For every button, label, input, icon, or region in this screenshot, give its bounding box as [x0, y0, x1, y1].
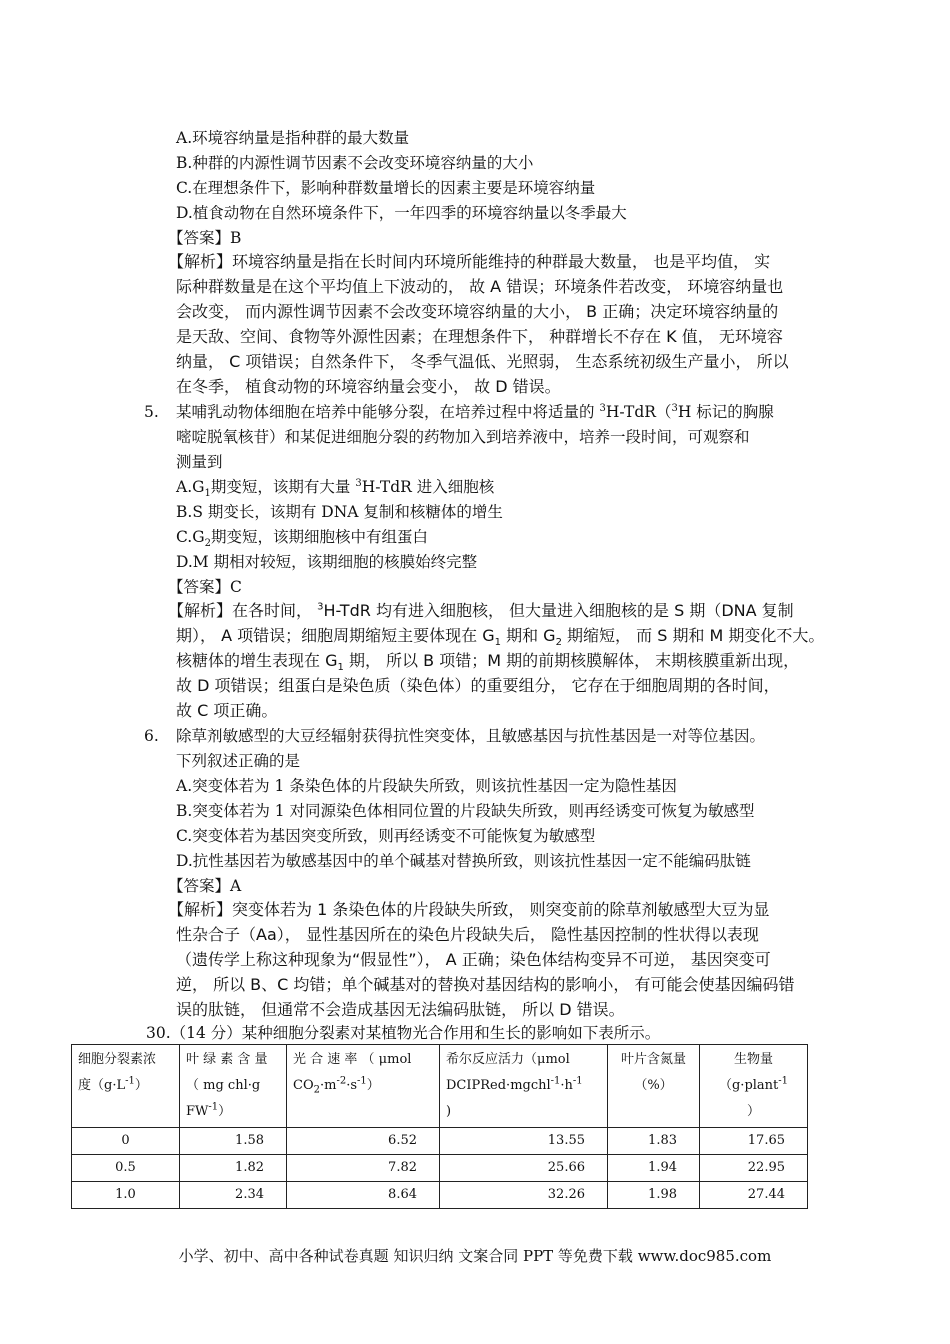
- header-chlorophyll: 叶 绿 素 含 量 （ mg chl·g $FW^{-1}$）: [180, 1045, 287, 1128]
- table-cell: 27.44: [700, 1182, 808, 1209]
- q30-data-table: [71, 1044, 808, 1209]
- table-cell: 25.66: [440, 1155, 608, 1182]
- table-cell: 22.95: [700, 1155, 808, 1182]
- q6-explanation-line: 误的肽链， 但通常不会造成基因无法编码肽链， 所以 D 错误。: [176, 1000, 625, 1019]
- q5-option-d: D.M 期相对较短，该期细胞的核膜始终完整: [176, 553, 478, 571]
- table-cell: 2.34: [180, 1182, 287, 1209]
- header-photosynthesis-rate: 光 合 速 率 （ μmol $CO_2\cdot m^{-2}\cdot s^{-1}$）: [287, 1045, 440, 1128]
- q6-explanation-line: 逆， 所以 B、C 均错；单个碱基对的替换对基因结构的影响小， 有可能会使基因编码错: [176, 975, 795, 994]
- q4-answer: 【答案】B: [168, 229, 242, 247]
- q4-explanation-line: 【解析】环境容纳量是指在长时间内环境所能维持的种群最大数量， 也是平均值， 实: [168, 252, 771, 271]
- q4-option-a: A.环境容纳量是指种群的最大数量: [176, 129, 410, 147]
- q6-option-d: D.抗性基因若为敏感基因中的单个碱基对替换所致，则该抗性基因一定不能编码肽链: [176, 852, 751, 870]
- page-footer: 小学、初中、高中各种试卷真题 知识归纳 文案合同 PPT 等免费下载 www.doc985.com: [178, 1247, 772, 1265]
- q5-stem-line-3: 测量到: [176, 453, 223, 471]
- q5-option-b: B.S 期变长，该期有 DNA 复制和核糖体的增生: [176, 503, 503, 521]
- header-biomass: 生物量 （g·plant$^{-1}$ ）: [700, 1045, 808, 1128]
- table-row: [72, 1128, 808, 1155]
- q6-option-a: A.突变体若为 1 条染色体的片段缺失所致，则该抗性基因一定为隐性基因: [176, 777, 677, 795]
- q5-explanation-line: 核糖体的增生表现在 $G_1$ 期， 所以 B 项错；M 期的前期核膜解体， 末期核膜重新出现，: [176, 651, 800, 674]
- q4-option-c: C.在理想条件下，影响种群数量增长的因素主要是环境容纳量: [176, 179, 596, 197]
- table-cell: 0: [72, 1128, 180, 1155]
- q6-stem-line-1: 除草剂敏感型的大豆经辐射获得抗性突变体，且敏感基因与抗性基因是一对等位基因。: [176, 727, 766, 745]
- q5-answer: 【答案】C: [168, 578, 242, 596]
- q5-explanation-line: 期）， A 项错误；细胞周期缩短主要体现在 $G_1$ 期和 $G_2$ 期缩短， 而 S 期和 M 期变化不大。: [176, 626, 825, 649]
- q5-number: 5.: [144, 403, 159, 421]
- q4-option-d: D.植食动物在自然环境条件下，一年四季的环境容纳量以冬季最大: [176, 204, 627, 222]
- table-header-row: [72, 1045, 808, 1128]
- q5-option-c: $C.G_2$期变短，该期细胞核中有组蛋白: [176, 528, 429, 550]
- table-cell: 1.94: [608, 1155, 700, 1182]
- table-cell: 1.83: [608, 1128, 700, 1155]
- table-cell: 8.64: [287, 1182, 440, 1209]
- q4-explanation-line: 是天敌、空间、食物等外源性因素；在理想条件下， 种群增长不存在 K 值， 无环境容: [176, 327, 783, 346]
- q5-stem-line-1: 某哺乳动物体细胞在培养中能够分裂，在培养过程中将适量的 $^3$H-TdR（$^3$H 标记的胸腺: [176, 402, 774, 421]
- q5-explanation-line: 【解析】在各时间， $^3$H-TdR 均有进入细胞核， 但大量进入细胞核的是 S 期（DNA 复制: [168, 601, 794, 620]
- q5-explanation-line: 故 C 项正确。: [176, 701, 278, 720]
- table-cell: 6.52: [287, 1128, 440, 1155]
- q6-option-c: C.突变体若为基因突变所致，则再经诱变不可能恢复为敏感型: [176, 827, 596, 845]
- header-leaf-nitrogen: 叶片含氮量 （%）: [608, 1045, 700, 1128]
- header-concentration: 细胞分裂素浓 度$(g\cdot L^{-1})$: [72, 1045, 180, 1128]
- table-cell: 32.26: [440, 1182, 608, 1209]
- q5-explanation-line: 故 D 项错误；组蛋白是染色质（染色体）的重要组分， 它存在于细胞周期的各时间，: [176, 676, 780, 695]
- table-cell: 7.82: [287, 1155, 440, 1182]
- q6-stem-line-2: 下列叙述正确的是: [176, 752, 301, 770]
- table-cell: 1.98: [608, 1182, 700, 1209]
- table-cell: 17.65: [700, 1128, 808, 1155]
- q6-explanation-line: 性杂合子（Aa）， 显性基因所在的染色片段缺失后， 隐性基因控制的性状得以表现: [176, 925, 759, 944]
- q6-answer: 【答案】A: [168, 877, 242, 895]
- q6-explanation-line: （遗传学上称这种现象为“假显性”）， A 正确；染色体结构变异不可逆， 基因突变可: [176, 950, 771, 969]
- q5-option-a: $A.G_1$期变短，该期有大量 $^3$H-TdR 进入细胞核: [176, 477, 495, 500]
- table-cell: 1.58: [180, 1128, 287, 1155]
- header-hill-reaction: 希尔反应活力（μmol $DCIPRed\cdot mgchl^{-1}\cdot h^{-1}$ ): [440, 1045, 608, 1128]
- table-row: [72, 1155, 808, 1182]
- q5-stem-line-2: 嘧啶脱氧核苷）和某促进细胞分裂的药物加入到培养液中，培养一段时间，可观察和: [176, 428, 750, 446]
- q4-explanation-line: 会改变， 而内源性调节因素不会改变环境容纳量的大小， B 正确；决定环境容纳量的: [176, 302, 779, 321]
- q30-intro: 30.（14 分）某种细胞分裂素对某植物光合作用和生长的影响如下表所示。: [146, 1024, 661, 1042]
- q4-explanation-line: 际种群数量是在这个平均值上下波动的， 故 A 错误；环境条件若改变， 环境容纳量也: [176, 277, 784, 296]
- q4-explanation-line: 纳量， C 项错误；自然条件下， 冬季气温低、光照弱， 生态系统初级生产量小， 所以: [176, 352, 789, 371]
- q4-option-b: B.种群的内源性调节因素不会改变环境容纳量的大小: [176, 154, 534, 172]
- q6-explanation-line: 【解析】突变体若为 1 条染色体的片段缺失所致， 则突变前的除草剂敏感型大豆为显: [168, 900, 770, 919]
- table-cell: 1.0: [72, 1182, 180, 1209]
- table-cell: 0.5: [72, 1155, 180, 1182]
- table-cell: 1.82: [180, 1155, 287, 1182]
- q6-option-b: B.突变体若为 1 对同源染色体相同位置的片段缺失所致，则再经诱变可恢复为敏感型: [176, 802, 755, 820]
- table-cell: 13.55: [440, 1128, 608, 1155]
- table-row: [72, 1182, 808, 1209]
- q4-explanation-line: 在冬季， 植食动物的环境容纳量会变小， 故 D 错误。: [176, 377, 561, 396]
- q6-number: 6.: [144, 727, 159, 745]
